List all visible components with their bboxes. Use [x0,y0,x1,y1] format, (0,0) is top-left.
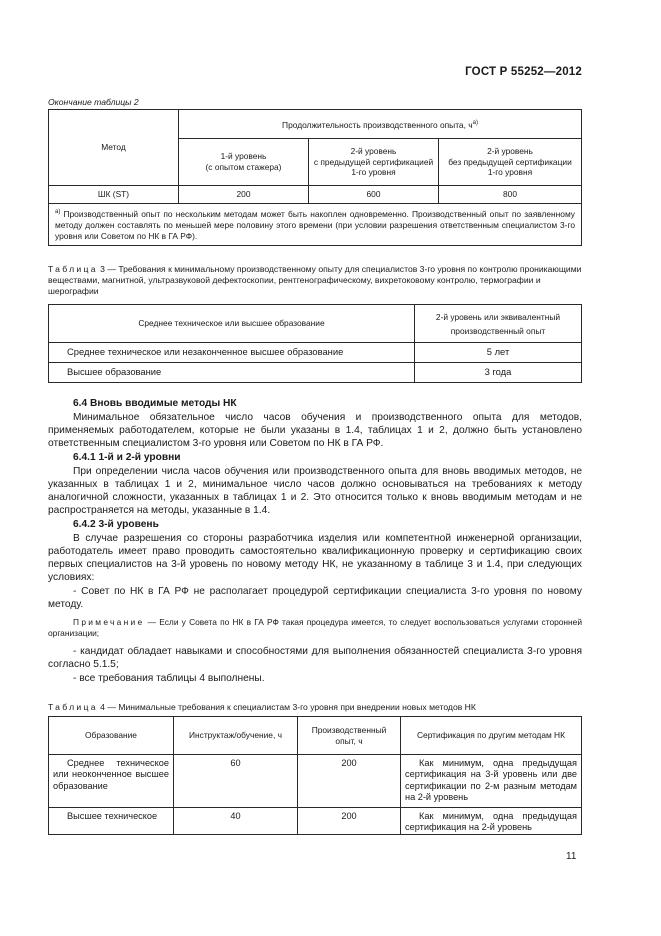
table4-cert: Как минимум, одна предыдущая сертификация на 2-й уровень [401,808,582,835]
table2-col-experience: Продолжительность производственного опыта, $ч^{a)}$ [179,110,582,139]
table2-l1: 200 [179,186,309,204]
section-6-4-1-title: 6.4.1 1-й и 2-й уровни [73,452,181,463]
table2-l2a: 600 [309,186,439,204]
section-6-4-2-title: 6.4.2 3-й уровень [73,519,159,530]
section-6-4-title: 6.4 Вновь вводимые методы НК [73,398,237,409]
table3-experience: 3 года [415,363,582,383]
section-6-4-1-text: При определении числа часов обучения или производственного опыта для вновь вводимых методов, не указанных в таблицах 1 и 2, минимальное число часов должно основываться на требованиях к методу аналогичной сложности, указанных в таблицах 1 и 2. Это относится только к вновь вводимым методам и не распространяется на методы, указанные в 1.4. [48,466,582,517]
table2-col-level2-without: 2-й уровень без предыдущей сертификации 1-го уровня [439,139,582,186]
table4-caption: Таблица 4 — Минимальные требования к специалистам 3-го уровня при внедрении новых методов НК [48,702,476,712]
table3-col-experience: 2-й уровень или эквивалентный производственный опыт [415,305,582,343]
table2-footnote: $^{a)}$ Производственный опыт по нескольким методам может быть накоплен одновременно. Производственный опыт по заявленному методу должен составлять по меньшей мере половину этого времени (при условии разрешения ответственным специалистом 3-го уровня или Советом по НК в ГА РФ). [49,204,582,246]
table4-experience: 200 [298,808,401,835]
table3-caption: Таблица 3 — Требования к минимальному производственному опыту для специалистов 3-го уровня по контролю проникающими веществами, магнитной, ультразвуковой дефектоскопии, рентгенографическому, вихретоковому контролю, термографии и шерографии [48,264,582,296]
table4-cert: Как минимум, одна предыдущая сертификация на 3-й уровень или две сертификации по 2-м разным методам на 2-й уровень [401,755,582,808]
table4-education: Среднее техническое или неоконченное высшее образование [49,755,174,808]
note: Примечание — Если у Совета по НК в ГА РФ такая процедура имеется, то следует воспользоваться услугами сторонней организации; [48,617,582,638]
table2-caption: Окончание таблицы 2 [48,97,139,107]
table4-col-instruct: Инструктаж/обучение, ч [174,717,298,755]
table3-experience: 5 лет [415,343,582,363]
table3-education: Высшее образование [49,363,415,383]
table2-col-method: Метод [49,110,179,186]
list-item: - все требования таблицы 4 выполнены. [73,673,265,684]
table-row [49,363,582,383]
table-row [49,755,582,808]
section-6-4-text: Минимальное обязательное число часов обучения и производственного опыта для методов, применяемых работодателем, которые не были указаны в 1.4, таблицах 1 и 2, должно быть установлено ответственным специалистом 3-го уровня или Советом по НК в ГА РФ. [48,412,582,450]
section-6-4-2-text: В случае разрешения со стороны разработчика изделия или компетентной инженерной организации, работодатель имеет право проводить самостоятельно квалификационную проверку и сертификацию своих первых специалистов на 3-й уровень по новому методу НК, не указанному в таблице 3 и 1.4, при следующих условиях: [48,533,582,584]
table-row [49,808,582,835]
table2-col-level2-with: 2-й уровень с предыдущей сертификацией 1-го уровня [309,139,439,186]
table2-l2b: 800 [439,186,582,204]
table2-method: ШК (ST) [49,186,179,204]
table-row [49,186,582,204]
table4-col-education: Образование [49,717,174,755]
table3-col-education: Среднее техническое или высшее образование [49,305,415,343]
table4-col-experience: Производственный опыт, ч [298,717,401,755]
table4-col-cert: Сертификация по другим методам НК [401,717,582,755]
table4-education: Высшее техническое [49,808,174,835]
table3-education: Среднее техническое или незаконченное высшее образование [49,343,415,363]
list-item: - кандидат обладает навыками и способностями для выполнения обязанностей специалиста 3-го уровня согласно 5.1.5; [48,646,582,671]
table2 [48,109,582,246]
list-item: - Совет по НК в ГА РФ не располагает процедурой сертификации специалиста 3-го уровня по новому методу. [48,586,582,611]
table4-instruct: 60 [174,755,298,808]
table-row [49,343,582,363]
document-id: ГОСТ Р 55252—2012 [465,66,582,78]
table4 [48,716,582,835]
table2-col-level1: 1-й уровень (с опытом стажера) [179,139,309,186]
page-number: 11 [566,851,577,862]
table4-instruct: 40 [174,808,298,835]
table3 [48,304,582,383]
table4-experience: 200 [298,755,401,808]
